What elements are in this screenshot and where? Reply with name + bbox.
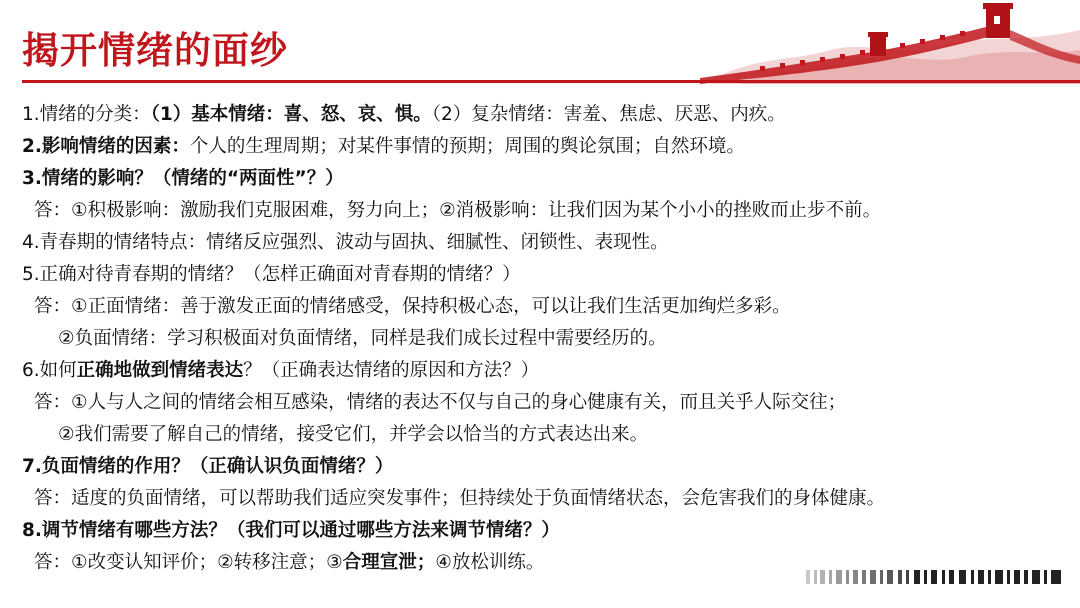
segment: 答：①积极影响：激励我们克服困难，努力向上；②消极影响：让我们因为某个小小的挫败而止步不前。 [34, 200, 882, 221]
line-12 [22, 451, 1062, 483]
line-4 [22, 195, 1062, 227]
segment: ④放松训练。 [435, 552, 545, 573]
segment: ②负面情绪：学习积极面对负面情绪，同样是我们成长过程中需要经历的。 [58, 328, 667, 349]
segment-bold: 8.调节情绪有哪些方法？（我们可以通过哪些方法来调节情绪？） [22, 520, 560, 541]
line-11 [22, 419, 1062, 451]
watermark-barcode-icon [806, 566, 1064, 588]
segment: （2）复杂情绪：害羞、焦虑、厌恶、内疚。 [431, 104, 786, 125]
line-9 [22, 355, 1062, 387]
segment-bold: 2.影响情绪的因素： [22, 136, 190, 157]
segment-bold: （1）基本情绪：喜、怒、哀、惧。 [150, 104, 432, 125]
line-5 [22, 227, 1062, 259]
segment: ？（正确表达情绪的原因和方法？） [243, 360, 540, 381]
segment: ②我们需要了解自己的情绪，接受它们，并学会以恰当的方式表达出来。 [58, 424, 649, 445]
segment-bold: 正确地做到情绪表达 [76, 360, 244, 381]
line-1 [22, 99, 1062, 131]
segment: 6.如何 [22, 360, 77, 381]
segment: 4.青春期的情绪特点：情绪反应强烈、波动与固执、细腻性、闭锁性、表现性。 [22, 232, 669, 253]
segment-bold: 3.情绪的影响？（情绪的“两面性”？） [22, 168, 344, 189]
line-3 [22, 163, 1062, 195]
segment: 答：①人与人之间的情绪会相互感染，情绪的表达不仅与自己的身心健康有关，而且关乎人际交往； [34, 392, 847, 413]
great-wall-illustration [700, 0, 1080, 84]
segment-bold: 7.负面情绪的作用？（正确认识负面情绪？） [22, 456, 394, 477]
line-8 [22, 323, 1062, 355]
segment: 答：①改变认知评价；②转移注意；③ [34, 552, 343, 573]
title-underline [22, 80, 1080, 83]
line-14 [22, 515, 1062, 547]
notes-content [22, 99, 1062, 579]
line-13 [22, 483, 1062, 515]
line-7 [22, 291, 1062, 323]
line-6 [22, 259, 1062, 291]
segment: 5.正确对待青春期的情绪？（怎样正确面对青春期的情绪？） [22, 264, 521, 285]
segment-bold: 合理宣泄； [342, 552, 436, 573]
slide-header [0, 0, 1080, 88]
segment: 个人的生理周期；对某件事情的预期；周围的舆论氛围；自然环境。 [189, 136, 745, 157]
segment: 答：适度的负面情绪，可以帮助我们适应突发事件；但持续处于负面情绪状态，会危害我们的身体健康。 [34, 488, 886, 509]
line-10 [22, 387, 1062, 419]
line-2 [22, 131, 1062, 163]
segment: 答：①正面情绪：善于激发正面的情绪感受，保持积极心态，可以让我们生活更加绚烂多彩。 [34, 296, 791, 317]
segment: 1.情绪的分类： [22, 104, 151, 125]
slide-title: 揭开情绪的面纱 [22, 29, 288, 72]
